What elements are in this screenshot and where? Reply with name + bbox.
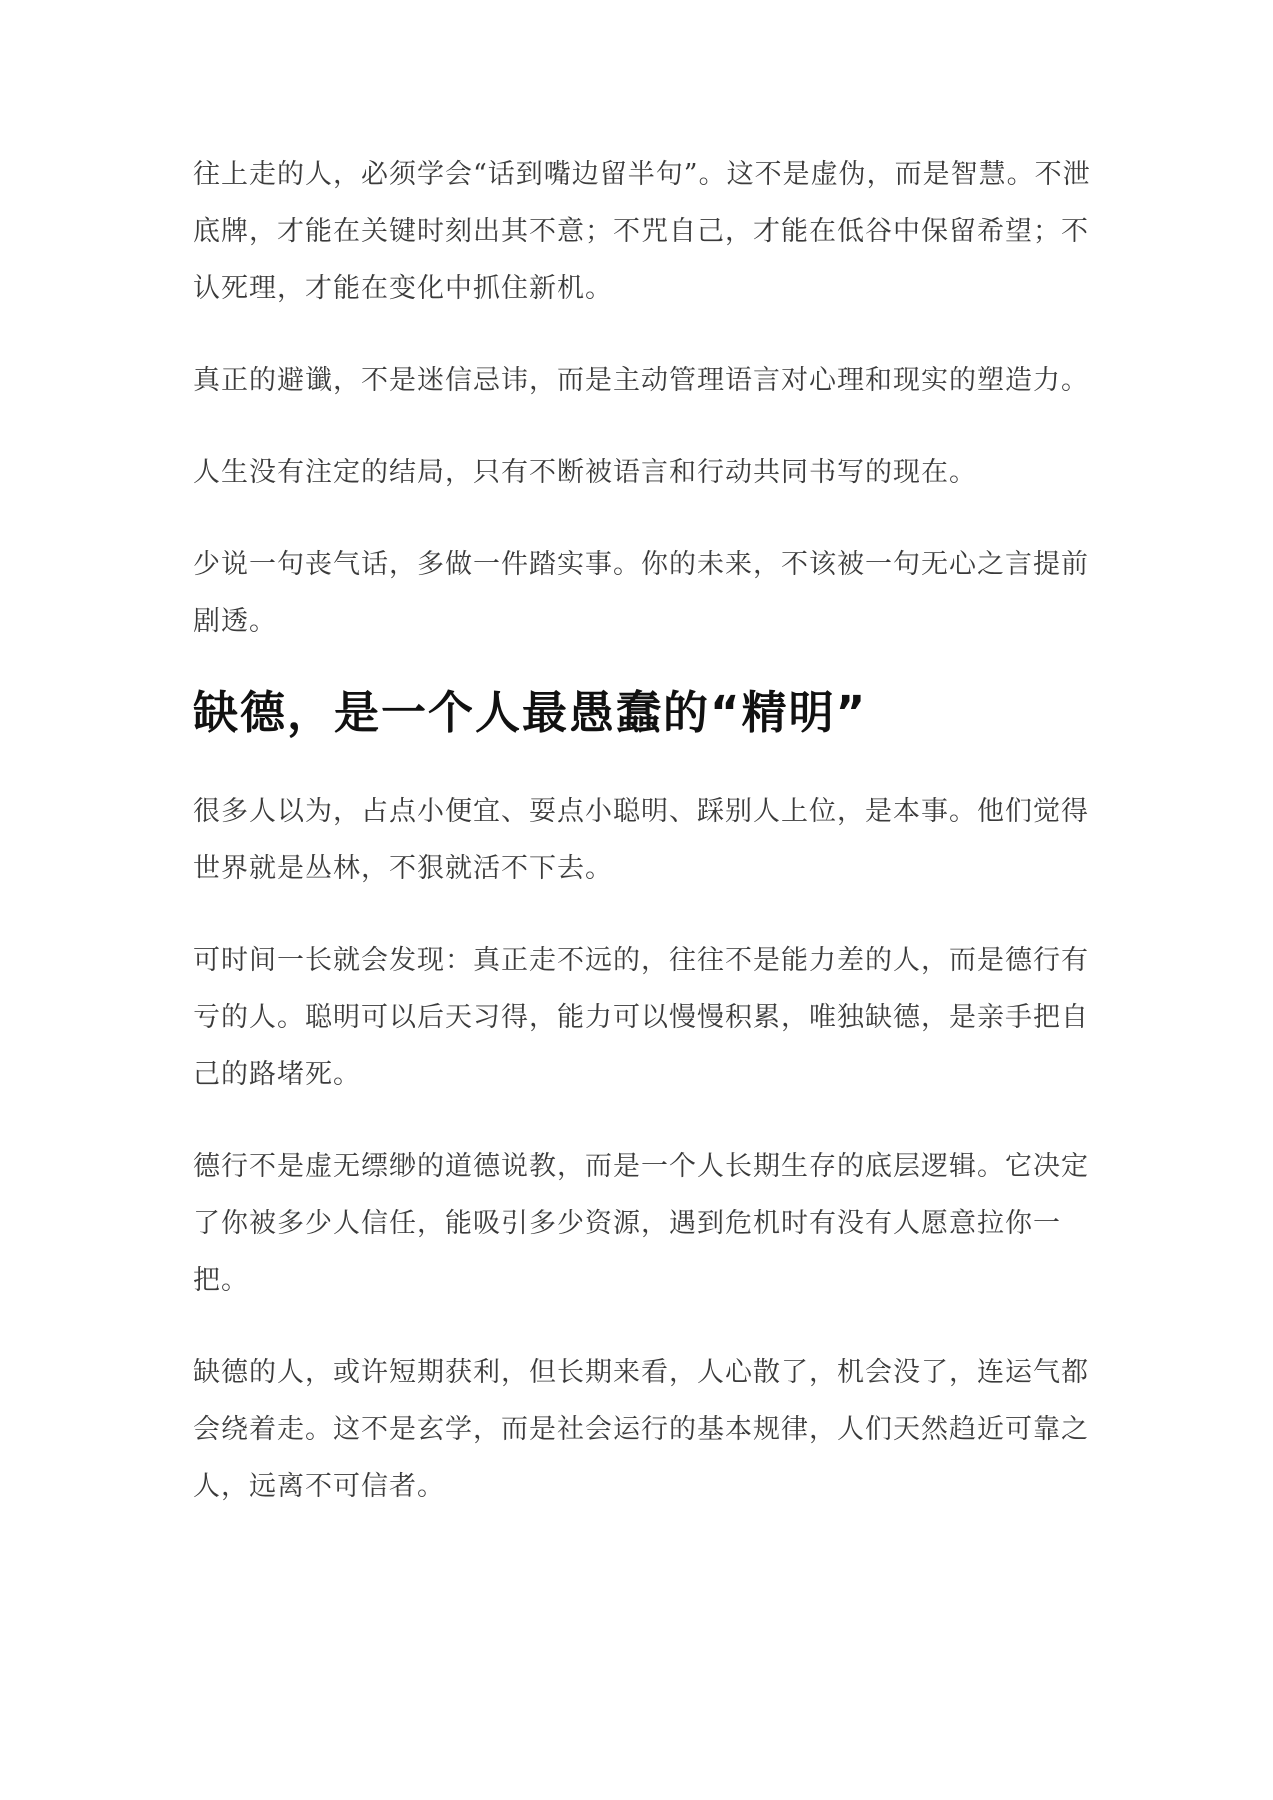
- paragraph: 很多人以为，占点小便宜、耍点小聪明、踩别人上位，是本事。他们觉得世界就是丛林，不狠就活不下去。: [193, 796, 1089, 884]
- section-heading: 缺德，是一个人最愚蠢的“精明”: [193, 686, 868, 739]
- paragraph: 人生没有注定的结局，只有不断被语言和行动共同书写的现在。: [193, 457, 977, 488]
- paragraph: 缺德的人，或许短期获利，但长期来看，人心散了，机会没了，连运气都会绕着走。这不是玄学，而是社会运行的基本规律，人们天然趋近可靠之人，远离不可信者。: [193, 1357, 1089, 1502]
- document-page: [193, 146, 1093, 1550]
- paragraph: 少说一句丧气话，多做一件踏实事。你的未来，不该被一句无心之言提前剧透。: [193, 549, 1089, 637]
- paragraph: 德行不是虚无缥缈的道德说教，而是一个人长期生存的底层逻辑。它决定了你被多少人信任，能吸引多少资源，遇到危机时有没有人愿意拉你一把。: [193, 1151, 1089, 1296]
- paragraph: 往上走的人，必须学会“话到嘴边留半句”。这不是虚伪，而是智慧。不泄底牌，才能在关键时刻出其不意；不咒自己，才能在低谷中保留希望；不认死理，才能在变化中抓住新机。: [193, 159, 1091, 304]
- paragraph: 真正的避谶，不是迷信忌讳，而是主动管理语言对心理和现实的塑造力。: [193, 365, 1089, 396]
- paragraph: 可时间一长就会发现：真正走不远的，往往不是能力差的人，而是德行有亏的人。聪明可以后天习得，能力可以慢慢积累，唯独缺德，是亲手把自己的路堵死。: [193, 945, 1089, 1090]
